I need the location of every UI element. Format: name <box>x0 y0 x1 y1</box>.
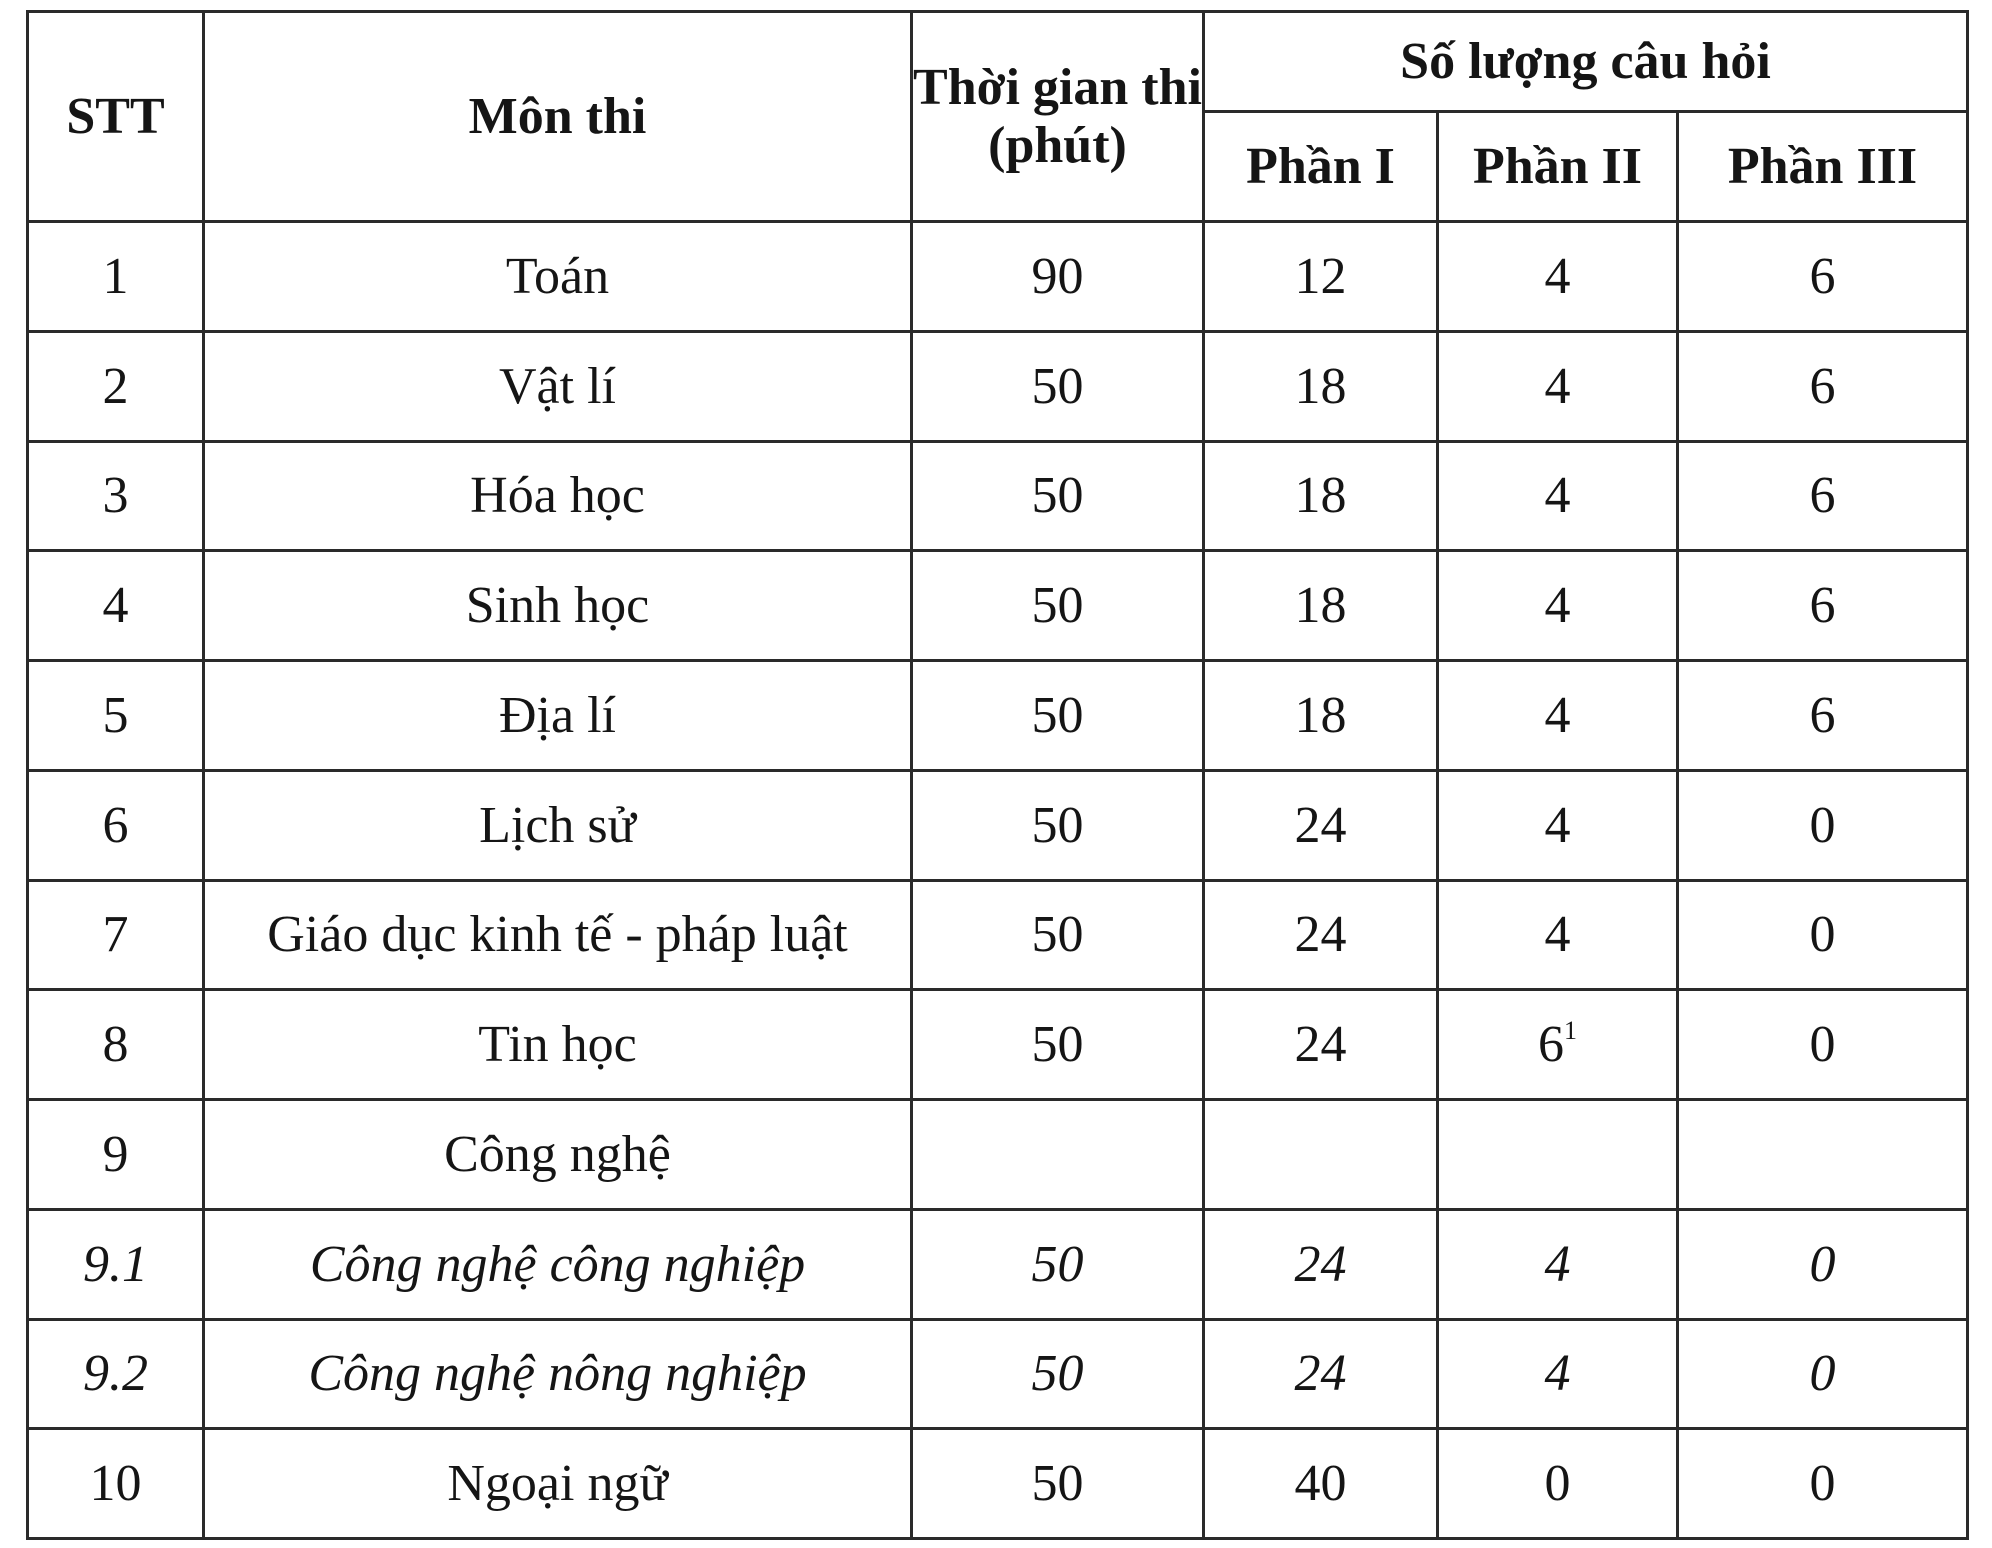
cell-subject: Tin học <box>204 990 912 1100</box>
cell-part-3: 6 <box>1678 441 1968 551</box>
cell-duration: 50 <box>912 880 1204 990</box>
cell-stt: 7 <box>28 880 204 990</box>
cell-part-3: 0 <box>1678 990 1968 1100</box>
cell-stt: 10 <box>28 1429 204 1539</box>
cell-subject: Vật lí <box>204 331 912 441</box>
cell-part-2: 4 <box>1438 1319 1678 1429</box>
header-part-3: Phần III <box>1678 112 1968 222</box>
table-row <box>28 551 1968 661</box>
cell-subject: Toán <box>204 222 912 332</box>
cell-part-1: 24 <box>1204 880 1438 990</box>
cell-part-2: 4 <box>1438 770 1678 880</box>
cell-stt: 9.2 <box>28 1319 204 1429</box>
cell-part-3: 6 <box>1678 551 1968 661</box>
cell-subject: Công nghệ nông nghiệp <box>204 1319 912 1429</box>
cell-part-1: 18 <box>1204 441 1438 551</box>
table-row <box>28 1209 1968 1319</box>
cell-part-2: 4 <box>1438 222 1678 332</box>
cell-stt: 1 <box>28 222 204 332</box>
cell-part-3 <box>1678 1100 1968 1210</box>
cell-duration: 50 <box>912 770 1204 880</box>
header-duration: Thời gian thi (phút) <box>912 12 1204 222</box>
table-row <box>28 441 1968 551</box>
table-row <box>28 1429 1968 1539</box>
cell-part-2: 4 <box>1438 661 1678 771</box>
cell-part-3: 0 <box>1678 1319 1968 1429</box>
cell-stt: 8 <box>28 990 204 1100</box>
exam-structure-table <box>26 10 1969 1540</box>
cell-stt: 9 <box>28 1100 204 1210</box>
cell-part-3: 6 <box>1678 331 1968 441</box>
cell-part-3: 6 <box>1678 222 1968 332</box>
table-row <box>28 331 1968 441</box>
cell-subject: Địa lí <box>204 661 912 771</box>
cell-part-3: 0 <box>1678 880 1968 990</box>
cell-part-3: 0 <box>1678 1429 1968 1539</box>
cell-subject: Ngoại ngữ <box>204 1429 912 1539</box>
cell-duration: 90 <box>912 222 1204 332</box>
cell-part-3: 6 <box>1678 661 1968 771</box>
cell-part-2: 4 <box>1438 880 1678 990</box>
cell-subject: Hóa học <box>204 441 912 551</box>
cell-subject: Sinh học <box>204 551 912 661</box>
cell-part-1: 40 <box>1204 1429 1438 1539</box>
table-row <box>28 661 1968 771</box>
cell-part-2: 4 <box>1438 331 1678 441</box>
table-row <box>28 1100 1968 1210</box>
cell-part-3: 0 <box>1678 1209 1968 1319</box>
cell-part-1: 24 <box>1204 1209 1438 1319</box>
cell-part-2 <box>1438 1100 1678 1210</box>
table-row <box>28 1319 1968 1429</box>
cell-part-1: 18 <box>1204 551 1438 661</box>
cell-subject: Giáo dục kinh tế - pháp luật <box>204 880 912 990</box>
cell-duration: 50 <box>912 1209 1204 1319</box>
header-stt: STT <box>28 12 204 222</box>
cell-duration: 50 <box>912 661 1204 771</box>
cell-part-1: 12 <box>1204 222 1438 332</box>
header-subject: Môn thi <box>204 12 912 222</box>
cell-duration: 50 <box>912 1319 1204 1429</box>
cell-stt: 2 <box>28 331 204 441</box>
cell-part-2: 4 <box>1438 1209 1678 1319</box>
cell-part-2: 4 <box>1438 441 1678 551</box>
cell-part-2: 4 <box>1438 551 1678 661</box>
cell-stt: 4 <box>28 551 204 661</box>
cell-part-2: 0 <box>1438 1429 1678 1539</box>
cell-part-1 <box>1204 1100 1438 1210</box>
cell-stt: 3 <box>28 441 204 551</box>
cell-part-3: 0 <box>1678 770 1968 880</box>
cell-subject: Lịch sử <box>204 770 912 880</box>
table-row <box>28 770 1968 880</box>
cell-duration: 50 <box>912 331 1204 441</box>
cell-part-2 <box>1438 990 1678 1100</box>
cell-part-1: 24 <box>1204 990 1438 1100</box>
cell-stt: 9.1 <box>28 1209 204 1319</box>
cell-part-1: 24 <box>1204 1319 1438 1429</box>
footnote-marker: 1 <box>1564 1016 1577 1046</box>
cell-duration: 50 <box>912 551 1204 661</box>
cell-duration <box>912 1100 1204 1210</box>
cell-stt: 6 <box>28 770 204 880</box>
cell-part-2-value: 6 <box>1538 1016 1564 1074</box>
header-part-1: Phần I <box>1204 112 1438 222</box>
cell-duration: 50 <box>912 1429 1204 1539</box>
header-question-count: Số lượng câu hỏi <box>1204 12 1968 112</box>
cell-duration: 50 <box>912 990 1204 1100</box>
cell-part-1: 18 <box>1204 661 1438 771</box>
table-row <box>28 990 1968 1100</box>
table-row <box>28 880 1968 990</box>
header-row-top <box>28 12 1968 112</box>
cell-part-1: 18 <box>1204 331 1438 441</box>
header-part-2: Phần II <box>1438 112 1678 222</box>
cell-duration: 50 <box>912 441 1204 551</box>
cell-subject: Công nghệ <box>204 1100 912 1210</box>
cell-part-1: 24 <box>1204 770 1438 880</box>
cell-stt: 5 <box>28 661 204 771</box>
cell-subject: Công nghệ công nghiệp <box>204 1209 912 1319</box>
table-row <box>28 222 1968 332</box>
